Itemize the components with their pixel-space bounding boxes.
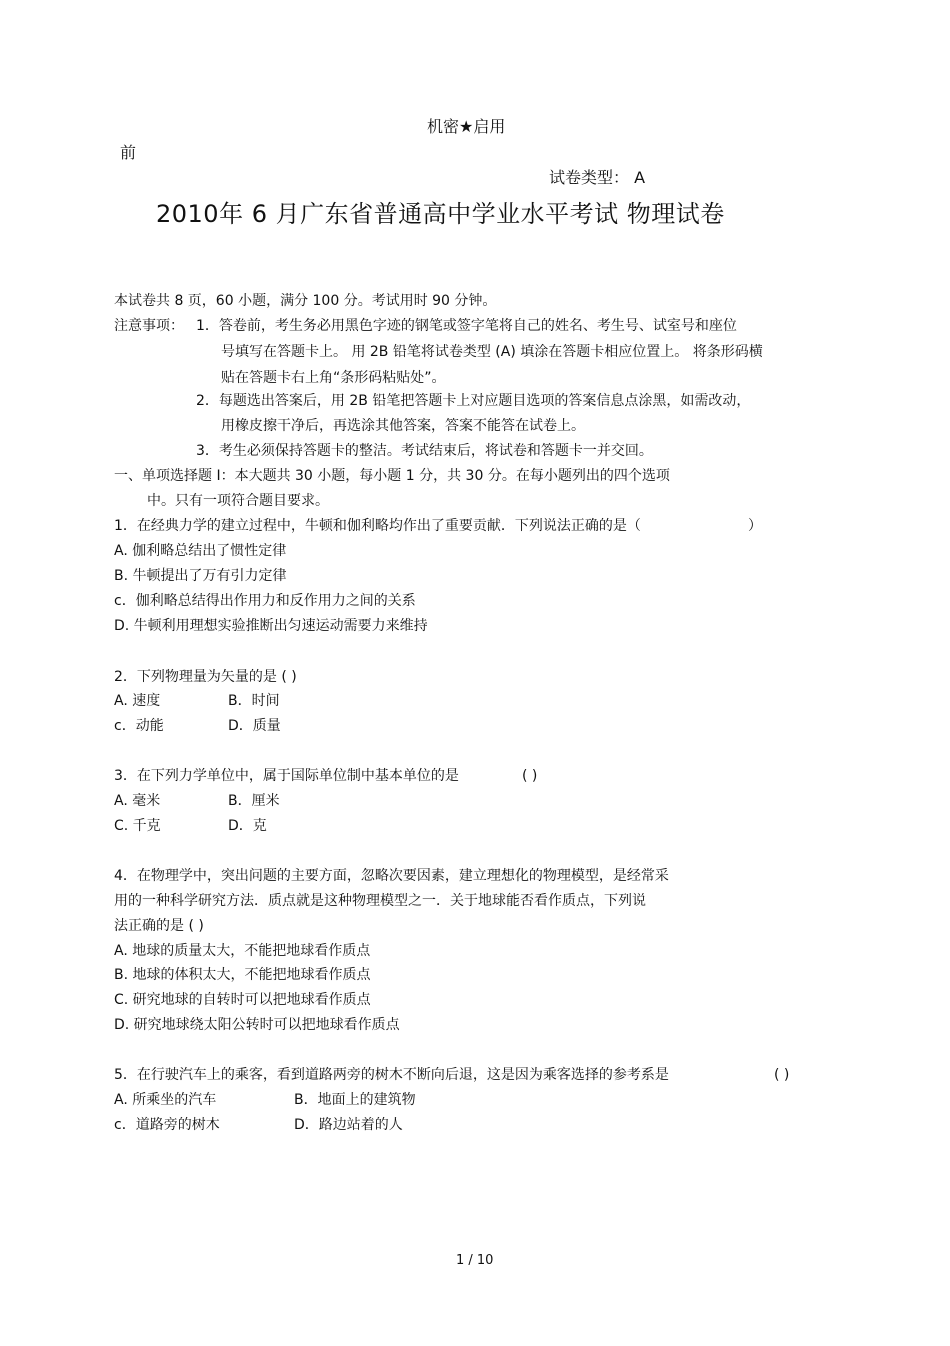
- exam-summary: 本试卷共 8 页，60 小题，满分 100 分。考试用时 90 分钟。: [114, 293, 497, 309]
- question-4-option-d: D. 研究地球绕太阳公转时可以把地球看作质点: [114, 1017, 400, 1033]
- question-3-option-b: B．厘米: [228, 793, 280, 809]
- page-number: 1 / 10: [456, 1253, 494, 1268]
- question-5-option-c: c．道路旁的树木: [114, 1117, 220, 1133]
- notice-1-line-2: 号填写在答题卡上。 用 2B 铅笔将试卷类型 (A) 填涂在答题卡相应位置上。 将条形码横: [221, 344, 763, 360]
- question-5-option-a: A. 所乘坐的汽车: [114, 1092, 217, 1108]
- question-3-stem: 3．在下列力学单位中，属于国际单位制中基本单位的是: [114, 768, 459, 784]
- question-3-option-d: D．克: [228, 818, 267, 834]
- question-4-stem-line-3: 法正确的是 ( ): [114, 918, 204, 934]
- notice-label: 注意事项：: [114, 318, 184, 334]
- question-3-option-a: A. 毫米: [114, 793, 161, 809]
- question-4-option-c: C. 研究地球的自转时可以把地球看作质点: [114, 992, 371, 1008]
- question-5-answer-paren: ( ): [774, 1067, 790, 1083]
- confidential-label: 机密★启用: [427, 117, 506, 136]
- notice-3-line-1: 3．考生必须保持答题卡的整洁。考试结束后，将试卷和答题卡一并交回。: [196, 443, 653, 459]
- confidential-label-continued: 前: [120, 143, 137, 162]
- question-1-option-d: D. 牛顿利用理想实验推断出匀速运动需要力来维持: [114, 618, 428, 634]
- question-3-option-c: C. 千克: [114, 818, 161, 834]
- question-1-stem: 1．在经典力学的建立过程中，牛顿和伽利略均作出了重要贡献．下列说法正确的是（: [114, 518, 641, 534]
- notice-2-line-1: 2．每题选出答案后，用 2B 铅笔把答题卡上对应题目选项的答案信息点涂黑，如需改动，: [196, 393, 751, 409]
- question-1-option-c: c．伽利略总结得出作用力和反作用力之间的关系: [114, 593, 416, 609]
- question-5-option-b: B．地面上的建筑物: [294, 1092, 416, 1108]
- question-1-option-a: A. 伽利略总结出了惯性定律: [114, 543, 287, 559]
- question-5-option-d: D．路边站着的人: [294, 1117, 403, 1133]
- notice-1-line-3: 贴在答题卡右上角“条形码粘贴处”。: [221, 370, 446, 386]
- question-2-option-c: c．动能: [114, 718, 164, 734]
- notice-2-line-2: 用橡皮擦干净后，再选涂其他答案，答案不能答在试卷上。: [221, 418, 585, 434]
- notice-1-line-1: 1．答卷前，考生务必用黑色字迹的钢笔或签字笔将自己的姓名、考生号、试室号和座位: [196, 318, 737, 334]
- question-5-stem: 5．在行驶汽车上的乘客，看到道路两旁的树木不断向后退，这是因为乘客选择的参考系是: [114, 1067, 669, 1083]
- question-2-option-b: B．时间: [228, 693, 280, 709]
- question-3-answer-paren: ( ): [522, 768, 538, 784]
- question-4-option-b: B. 地球的体积太大，不能把地球看作质点: [114, 967, 371, 983]
- question-1-option-b: B. 牛顿提出了万有引力定律: [114, 568, 287, 584]
- question-4-option-a: A. 地球的质量太大，不能把地球看作质点: [114, 943, 371, 959]
- paper-type: 试卷类型： A: [549, 168, 646, 187]
- question-2-option-d: D．质量: [228, 718, 281, 734]
- section-1-heading-cont: 中。只有一项符合题目要求。: [147, 493, 329, 509]
- question-1-answer-paren: ）: [748, 518, 762, 534]
- page-title: 2010年 6 月广东省普通高中学业水平考试 物理试卷: [156, 200, 725, 228]
- question-2-stem: 2．下列物理量为矢量的是 ( ): [114, 669, 297, 685]
- question-2-option-a: A. 速度: [114, 693, 161, 709]
- question-4-stem-line-2: 用的一种科学研究方法．质点就是这种物理模型之一．关于地球能否看作质点，下列说: [114, 893, 646, 909]
- question-4-stem-line-1: 4．在物理学中，突出问题的主要方面，忽略次要因素，建立理想化的物理模型，是经常采: [114, 868, 669, 884]
- section-1-heading: 一、单项选择题 I：本大题共 30 小题，每小题 1 分，共 30 分。在每小题列出的四个选项: [114, 468, 670, 484]
